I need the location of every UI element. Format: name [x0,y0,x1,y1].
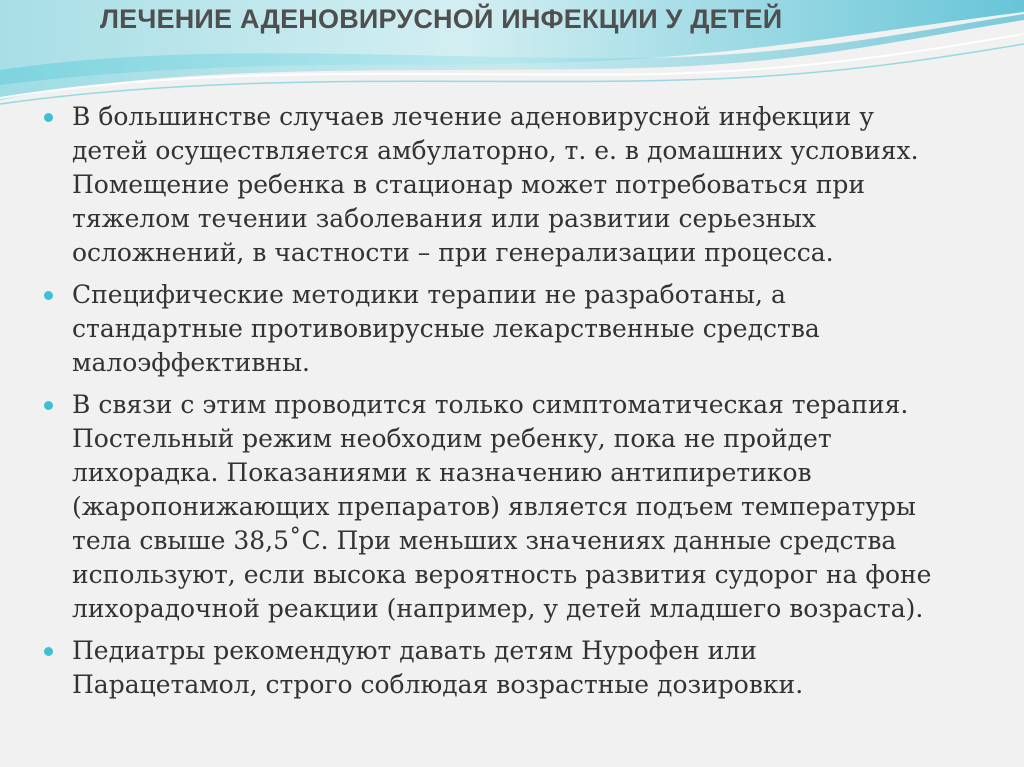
bullet-text-line: тела свыше 38,5˚С. При меньших значениях данные средства [72,526,897,555]
bullet-text-line: Специфические методики терапии не разработаны, а [72,280,786,309]
bullet-text-line: Педиатры рекомендуют давать детям Нурофен или [72,636,757,665]
bullet-item [40,278,1000,380]
bullet-text-line: Парацетамол, строго соблюдая возрастные дозировки. [72,670,804,699]
bullet-text-line: осложнений, в частности – при генерализации процесса. [72,238,834,267]
bullet-dot-icon [44,291,53,300]
bullet-item [40,388,1000,626]
bullet-list [40,100,1000,710]
bullet-text-line: лихорадочной реакции (например, у детей младшего возраста). [72,594,924,623]
bullet-dot-icon [44,647,53,656]
bullet-dot-icon [44,401,53,410]
bullet-dot-icon [44,113,53,122]
bullet-text-line: (жаропонижающих препаратов) является подъем температуры [72,492,916,521]
bullet-text-line: тяжелом течении заболевания или развитии серьезных [72,204,816,233]
bullet-item [40,100,1000,270]
bullet-text-line: используют, если высока вероятность развития судорог на фоне [72,560,932,589]
bullet-text-line: В связи с этим проводится только симптоматическая терапия. [72,390,909,419]
bullet-text-line: Постельный режим необходим ребенку, пока не пройдет [72,424,832,453]
bullet-text-line: стандартные противовирусные лекарственные средства [72,314,820,343]
bullet-text-line: В большинстве случаев лечение аденовирусной инфекции у [72,102,874,131]
bullet-text-line: лихорадка. Показаниями к назначению антипиретиков [72,458,812,487]
bullet-text-line: Помещение ребенка в стационар может потребоваться при [72,170,866,199]
bullet-text-line: малоэффективны. [72,348,310,377]
bullet-text-line: детей осуществляется амбулаторно, т. е. в домашних условиях. [72,136,919,165]
slide-title: ЛЕЧЕНИЕ АДЕНОВИРУСНОЙ ИНФЕКЦИИ У ДЕТЕЙ [100,4,783,34]
bullet-item [40,634,1000,702]
